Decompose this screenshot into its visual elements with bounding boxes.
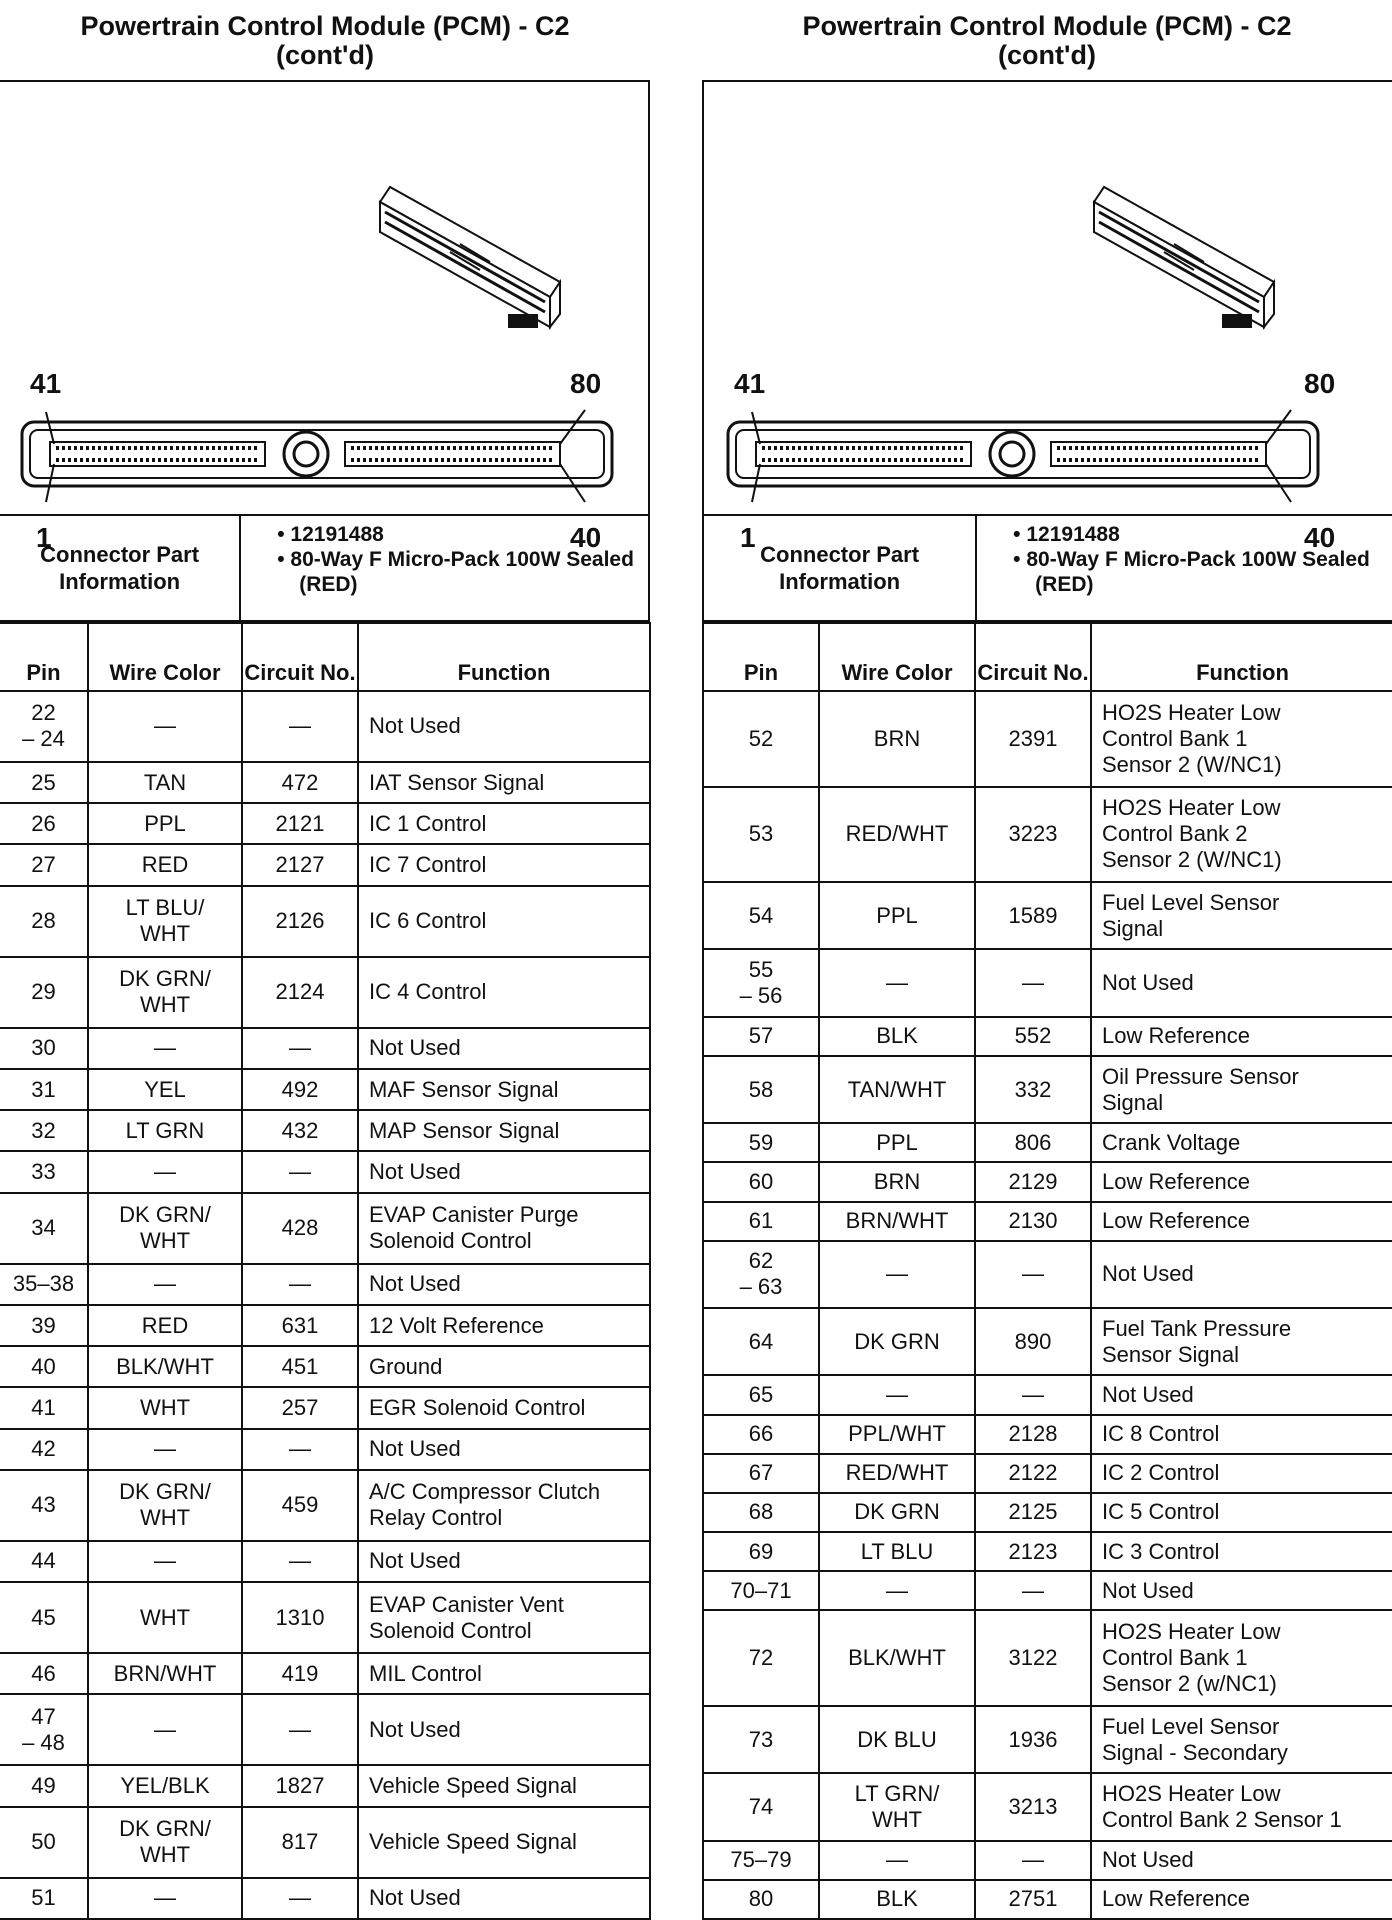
wire-color-cell: — <box>88 1151 242 1192</box>
pin-cell: 32 <box>0 1110 88 1151</box>
function-cell: Not Used <box>358 1541 650 1582</box>
wire-color-cell: TAN/WHT <box>819 1056 975 1123</box>
table-row <box>0 1028 650 1069</box>
table-row <box>703 1706 1392 1773</box>
circuit-cell: — <box>975 1841 1091 1880</box>
table-row <box>703 1841 1392 1880</box>
function-cell: Low Reference <box>1091 1162 1392 1201</box>
table-row <box>703 1017 1392 1056</box>
function-cell: IC 6 Control <box>358 886 650 957</box>
pin-cell: 50 <box>0 1807 88 1878</box>
function-cell: Not Used <box>1091 1241 1392 1308</box>
part-description: • 80-Way F Micro-Pack 100W Sealed (RED) <box>277 548 634 596</box>
right-panel <box>702 0 1392 1920</box>
circuit-cell: 492 <box>242 1069 358 1110</box>
circuit-cell: 428 <box>242 1193 358 1264</box>
wire-color-cell: DK GRN/ WHT <box>88 1470 242 1541</box>
connector-info <box>704 516 1392 622</box>
pin-cell: 22 – 24 <box>0 691 88 762</box>
function-cell: EVAP Canister Purge Solenoid Control <box>358 1193 650 1264</box>
circuit-cell: — <box>242 691 358 762</box>
function-cell: IC 2 Control <box>1091 1454 1392 1493</box>
wire-color-cell: LT GRN <box>88 1110 242 1151</box>
wire-color-cell: PPL <box>819 1123 975 1162</box>
table-row <box>0 1765 650 1806</box>
wire-color-cell: PPL/WHT <box>819 1415 975 1454</box>
function-cell: Low Reference <box>1091 1017 1392 1056</box>
wire-color-cell: PPL <box>88 803 242 844</box>
function-cell: Fuel Level Sensor Signal <box>1091 882 1392 949</box>
function-cell: Fuel Tank Pressure Sensor Signal <box>1091 1308 1392 1375</box>
pin-cell: 39 <box>0 1305 88 1346</box>
function-cell: HO2S Heater Low Control Bank 2 Sensor 2 (W/NC1) <box>1091 787 1392 883</box>
wire-color-cell: BRN/WHT <box>88 1653 242 1694</box>
pin-label-41: 41 <box>30 368 62 399</box>
circuit-cell: 3223 <box>975 787 1091 883</box>
pin-cell: 44 <box>0 1541 88 1582</box>
circuit-cell: 1310 <box>242 1582 358 1653</box>
pin-cell: 45 <box>0 1582 88 1653</box>
circuit-cell: 2127 <box>242 844 358 885</box>
header-circuit-no: Circuit No. <box>242 623 358 691</box>
wire-color-cell: YEL/BLK <box>88 1765 242 1806</box>
circuit-cell: 806 <box>975 1123 1091 1162</box>
circuit-cell: 1936 <box>975 1706 1091 1773</box>
function-cell: Not Used <box>1091 949 1392 1016</box>
pin-cell: 59 <box>703 1123 819 1162</box>
wire-color-cell: — <box>88 1028 242 1069</box>
table-row <box>0 1387 650 1428</box>
function-cell: HO2S Heater Low Control Bank 1 Sensor 2 (w/NC1) <box>1091 1610 1392 1706</box>
function-cell: MIL Control <box>358 1653 650 1694</box>
circuit-cell: — <box>242 1151 358 1192</box>
table-row <box>0 1151 650 1192</box>
circuit-cell: 2126 <box>242 886 358 957</box>
function-cell: Ground <box>358 1346 650 1387</box>
panel-title <box>0 0 650 80</box>
connector-face-view <box>22 410 612 502</box>
circuit-cell: — <box>242 1264 358 1305</box>
wire-color-cell: WHT <box>88 1582 242 1653</box>
pin-label-1: 1 <box>36 522 52 553</box>
pin-cell: 40 <box>0 1346 88 1387</box>
wire-color-cell: BRN <box>819 691 975 787</box>
table-row <box>0 1653 650 1694</box>
table-row <box>703 691 1392 787</box>
circuit-cell: 2122 <box>975 1454 1091 1493</box>
circuit-cell: 2391 <box>975 691 1091 787</box>
table-row <box>0 957 650 1028</box>
wire-color-cell: TAN <box>88 762 242 803</box>
title-line-1: Powertrain Control Module (PCM) - C2 <box>80 11 570 41</box>
pin-cell: 54 <box>703 882 819 949</box>
function-cell: MAF Sensor Signal <box>358 1069 650 1110</box>
circuit-cell: 451 <box>242 1346 358 1387</box>
header-pin: Pin <box>0 623 88 691</box>
circuit-cell: 2121 <box>242 803 358 844</box>
pin-cell: 33 <box>0 1151 88 1192</box>
table-row <box>703 1375 1392 1414</box>
wire-color-cell: BLK/WHT <box>88 1346 242 1387</box>
pin-cell: 61 <box>703 1202 819 1241</box>
table-row <box>703 1308 1392 1375</box>
pin-cell: 75–79 <box>703 1841 819 1880</box>
connector-3d-view <box>1094 187 1274 328</box>
pin-cell: 47 – 48 <box>0 1694 88 1765</box>
wire-color-cell: DK GRN <box>819 1308 975 1375</box>
wire-color-cell: — <box>819 1841 975 1880</box>
table-row <box>703 1773 1392 1840</box>
connector-face-view <box>728 410 1318 502</box>
wire-color-cell: DK GRN/ WHT <box>88 1807 242 1878</box>
table-row <box>703 1610 1392 1706</box>
wire-color-cell: — <box>88 1878 242 1919</box>
left-panel <box>0 0 650 1920</box>
pin-label-41: 41 <box>734 368 766 399</box>
function-cell: IC 7 Control <box>358 844 650 885</box>
pin-cell: 30 <box>0 1028 88 1069</box>
circuit-cell: 419 <box>242 1653 358 1694</box>
pin-cell: 27 <box>0 844 88 885</box>
connector-frame <box>0 80 650 622</box>
function-cell: 12 Volt Reference <box>358 1305 650 1346</box>
circuit-cell: 459 <box>242 1470 358 1541</box>
table-row <box>0 1264 650 1305</box>
function-cell: A/C Compressor Clutch Relay Control <box>358 1470 650 1541</box>
function-cell: Not Used <box>358 1151 650 1192</box>
circuit-cell: 2124 <box>242 957 358 1028</box>
pin-cell: 28 <box>0 886 88 957</box>
function-cell: Not Used <box>358 1878 650 1919</box>
pin-cell: 70–71 <box>703 1571 819 1610</box>
table-row <box>0 1305 650 1346</box>
table-row <box>703 1241 1392 1308</box>
title-line-2: (cont'd) <box>998 40 1096 70</box>
circuit-cell: — <box>975 949 1091 1016</box>
circuit-cell: 257 <box>242 1387 358 1428</box>
wire-color-cell: — <box>88 1541 242 1582</box>
table-row <box>703 1415 1392 1454</box>
circuit-cell: 1827 <box>242 1765 358 1806</box>
function-cell: IC 1 Control <box>358 803 650 844</box>
table-row <box>703 1123 1392 1162</box>
circuit-cell: — <box>975 1571 1091 1610</box>
table-row <box>0 1807 650 1878</box>
table-row <box>703 1202 1392 1241</box>
table-row <box>703 1880 1392 1919</box>
pin-label-1: 1 <box>740 522 756 553</box>
pin-cell: 51 <box>0 1878 88 1919</box>
table-row <box>0 1429 650 1470</box>
pin-cell: 52 <box>703 691 819 787</box>
circuit-cell: 2123 <box>975 1532 1091 1571</box>
table-row <box>0 1582 650 1653</box>
table-row <box>0 1069 650 1110</box>
header-circuit-no: Circuit No. <box>975 623 1091 691</box>
wire-color-cell: DK GRN <box>819 1493 975 1532</box>
wire-color-cell: BRN <box>819 1162 975 1201</box>
wire-color-cell: — <box>88 1429 242 1470</box>
table-row <box>703 949 1392 1016</box>
table-row <box>0 1878 650 1919</box>
pin-cell: 34 <box>0 1193 88 1264</box>
circuit-cell: 332 <box>975 1056 1091 1123</box>
pin-cell: 73 <box>703 1706 819 1773</box>
wire-color-cell: BLK/WHT <box>819 1610 975 1706</box>
connector-info <box>0 516 648 622</box>
pin-label-80: 80 <box>570 368 602 399</box>
circuit-cell: 552 <box>975 1017 1091 1056</box>
circuit-cell: — <box>242 1541 358 1582</box>
circuit-cell: 2125 <box>975 1493 1091 1532</box>
pin-cell: 53 <box>703 787 819 883</box>
pin-cell: 72 <box>703 1610 819 1706</box>
panel-title <box>702 0 1392 80</box>
wire-color-cell: RED <box>88 1305 242 1346</box>
table-row <box>0 886 650 957</box>
table-row <box>703 882 1392 949</box>
circuit-cell: 2751 <box>975 1880 1091 1919</box>
circuit-cell: 472 <box>242 762 358 803</box>
table-row <box>703 1056 1392 1123</box>
pin-cell: 57 <box>703 1017 819 1056</box>
table-row <box>703 787 1392 883</box>
wire-color-cell: — <box>819 1571 975 1610</box>
circuit-cell: 2130 <box>975 1202 1091 1241</box>
pin-cell: 42 <box>0 1429 88 1470</box>
wire-color-cell: RED/WHT <box>819 787 975 883</box>
part-description: • 80-Way F Micro-Pack 100W Sealed (RED) <box>1013 548 1370 596</box>
wire-color-cell: WHT <box>88 1387 242 1428</box>
circuit-cell: — <box>242 1028 358 1069</box>
connector-frame <box>702 80 1392 622</box>
circuit-cell: 817 <box>242 1807 358 1878</box>
wire-color-cell: BLK <box>819 1017 975 1056</box>
wire-color-cell: — <box>88 691 242 762</box>
circuit-cell: — <box>242 1878 358 1919</box>
function-cell: IC 3 Control <box>1091 1532 1392 1571</box>
circuit-cell: 432 <box>242 1110 358 1151</box>
table-row <box>0 1541 650 1582</box>
pin-cell: 49 <box>0 1765 88 1806</box>
function-cell: HO2S Heater Low Control Bank 1 Sensor 2 (W/NC1) <box>1091 691 1392 787</box>
pin-cell: 55 – 56 <box>703 949 819 1016</box>
wire-color-cell: LT BLU/ WHT <box>88 886 242 957</box>
circuit-cell: — <box>242 1429 358 1470</box>
table-header-row <box>703 623 1392 691</box>
wire-color-cell: DK BLU <box>819 1706 975 1773</box>
function-cell: IAT Sensor Signal <box>358 762 650 803</box>
function-cell: IC 5 Control <box>1091 1493 1392 1532</box>
table-row <box>703 1571 1392 1610</box>
function-cell: Not Used <box>358 1028 650 1069</box>
pin-cell: 66 <box>703 1415 819 1454</box>
function-cell: Low Reference <box>1091 1880 1392 1919</box>
wire-color-cell: RED/WHT <box>819 1454 975 1493</box>
circuit-cell: 890 <box>975 1308 1091 1375</box>
title-line-2: (cont'd) <box>276 40 374 70</box>
circuit-cell: — <box>242 1694 358 1765</box>
connector-info-label: Connector Part Information <box>0 516 241 620</box>
circuit-cell: 1589 <box>975 882 1091 949</box>
wire-color-cell: — <box>819 949 975 1016</box>
pin-cell: 35–38 <box>0 1264 88 1305</box>
pin-cell: 67 <box>703 1454 819 1493</box>
pin-table-left <box>0 622 651 1920</box>
table-row <box>0 762 650 803</box>
wire-color-cell: YEL <box>88 1069 242 1110</box>
pin-cell: 31 <box>0 1069 88 1110</box>
table-row <box>703 1162 1392 1201</box>
pin-cell: 69 <box>703 1532 819 1571</box>
part-number: • 12191488 <box>1013 523 1120 546</box>
pin-cell: 43 <box>0 1470 88 1541</box>
circuit-cell: 631 <box>242 1305 358 1346</box>
title-line-1: Powertrain Control Module (PCM) - C2 <box>802 11 1292 41</box>
pin-cell: 29 <box>0 957 88 1028</box>
pin-cell: 41 <box>0 1387 88 1428</box>
function-cell: HO2S Heater Low Control Bank 2 Sensor 1 <box>1091 1773 1392 1840</box>
table-row <box>703 1454 1392 1493</box>
table-body-left <box>0 691 650 1919</box>
wire-color-cell: — <box>88 1694 242 1765</box>
pin-cell: 80 <box>703 1880 819 1919</box>
circuit-cell: — <box>975 1375 1091 1414</box>
wire-color-cell: LT BLU <box>819 1532 975 1571</box>
function-cell: Not Used <box>1091 1841 1392 1880</box>
pin-table-right <box>702 622 1392 1920</box>
connector-info-label: Connector Part Information <box>704 516 977 620</box>
wire-color-cell: — <box>88 1264 242 1305</box>
wire-color-cell: DK GRN/ WHT <box>88 957 242 1028</box>
table-row <box>0 1110 650 1151</box>
wire-color-cell: DK GRN/ WHT <box>88 1193 242 1264</box>
circuit-cell: — <box>975 1241 1091 1308</box>
circuit-cell: 2129 <box>975 1162 1091 1201</box>
function-cell: Not Used <box>358 1264 650 1305</box>
pin-cell: 74 <box>703 1773 819 1840</box>
pin-cell: 26 <box>0 803 88 844</box>
function-cell: Not Used <box>1091 1375 1392 1414</box>
header-wire-color: Wire Color <box>819 623 975 691</box>
wire-color-cell: — <box>819 1241 975 1308</box>
table-row <box>0 1470 650 1541</box>
part-number: • 12191488 <box>277 523 384 546</box>
table-row <box>0 1193 650 1264</box>
function-cell: Low Reference <box>1091 1202 1392 1241</box>
function-cell: Crank Voltage <box>1091 1123 1392 1162</box>
wire-color-cell: — <box>819 1375 975 1414</box>
function-cell: IC 4 Control <box>358 957 650 1028</box>
function-cell: MAP Sensor Signal <box>358 1110 650 1151</box>
pin-cell: 46 <box>0 1653 88 1694</box>
function-cell: Vehicle Speed Signal <box>358 1765 650 1806</box>
connector-3d-view <box>380 187 560 328</box>
table-row <box>0 1694 650 1765</box>
function-cell: IC 8 Control <box>1091 1415 1392 1454</box>
pin-label-80: 80 <box>1304 368 1336 399</box>
table-row <box>0 1346 650 1387</box>
pin-cell: 65 <box>703 1375 819 1414</box>
connector-illustration <box>0 82 648 514</box>
function-cell: EGR Solenoid Control <box>358 1387 650 1428</box>
table-row <box>703 1532 1392 1571</box>
wire-color-cell: PPL <box>819 882 975 949</box>
wire-color-cell: RED <box>88 844 242 885</box>
circuit-cell: 3122 <box>975 1610 1091 1706</box>
table-header-row <box>0 623 650 691</box>
function-cell: Not Used <box>1091 1571 1392 1610</box>
pin-cell: 64 <box>703 1308 819 1375</box>
wire-color-cell: BLK <box>819 1880 975 1919</box>
function-cell: Vehicle Speed Signal <box>358 1807 650 1878</box>
function-cell: Oil Pressure Sensor Signal <box>1091 1056 1392 1123</box>
table-body-right <box>703 691 1392 1919</box>
circuit-cell: 3213 <box>975 1773 1091 1840</box>
function-cell: Not Used <box>358 1694 650 1765</box>
pin-label-40: 40 <box>1304 522 1336 553</box>
table-row <box>0 803 650 844</box>
pin-cell: 58 <box>703 1056 819 1123</box>
table-row <box>0 844 650 885</box>
circuit-cell: 2128 <box>975 1415 1091 1454</box>
connector-illustration <box>704 82 1392 514</box>
table-row <box>0 691 650 762</box>
pin-label-40: 40 <box>570 522 602 553</box>
function-cell: Fuel Level Sensor Signal - Secondary <box>1091 1706 1392 1773</box>
header-function: Function <box>358 623 650 691</box>
pin-cell: 25 <box>0 762 88 803</box>
table-row <box>703 1493 1392 1532</box>
wire-color-cell: BRN/WHT <box>819 1202 975 1241</box>
header-pin: Pin <box>703 623 819 691</box>
pin-cell: 60 <box>703 1162 819 1201</box>
function-cell: Not Used <box>358 691 650 762</box>
pin-cell: 62 – 63 <box>703 1241 819 1308</box>
function-cell: EVAP Canister Vent Solenoid Control <box>358 1582 650 1653</box>
header-function: Function <box>1091 623 1392 691</box>
function-cell: Not Used <box>358 1429 650 1470</box>
wire-color-cell: LT GRN/ WHT <box>819 1773 975 1840</box>
header-wire-color: Wire Color <box>88 623 242 691</box>
pin-cell: 68 <box>703 1493 819 1532</box>
